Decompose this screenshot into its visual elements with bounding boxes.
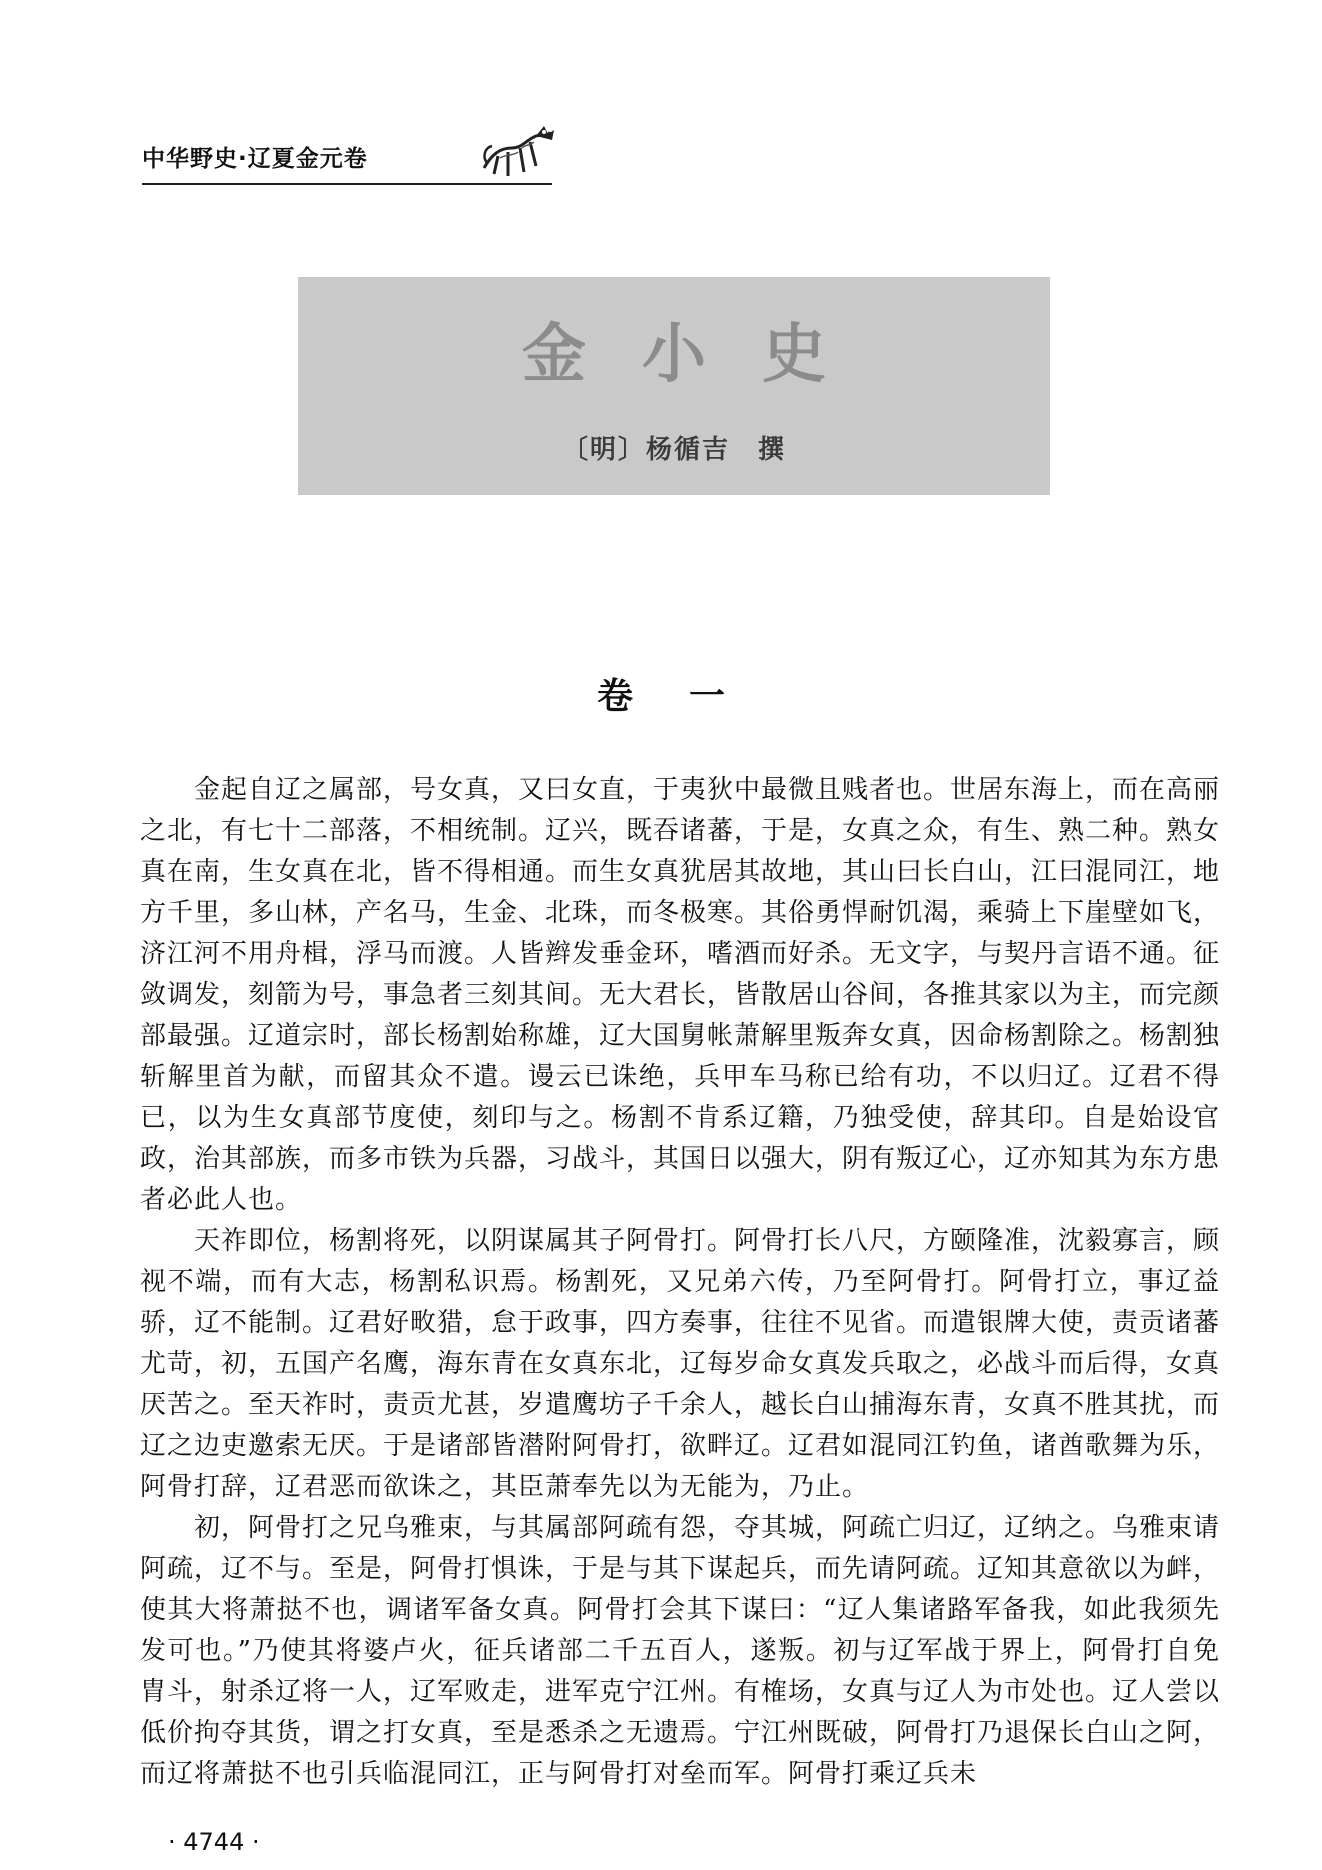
body-text — [140, 770, 1220, 1795]
volume-heading: 卷一 — [596, 676, 781, 717]
running-head-title: 中华野史·辽夏金元卷 — [142, 146, 368, 172]
author-line: 〔明〕杨循吉 撰 — [561, 435, 786, 465]
paragraph: 金起自辽之属部，号女真，又曰女直，于夷狄中最微且贱者也。世居东海上，而在高丽之北，有七十二部落，不相统制。辽兴，既吞诸蕃，于是，女真之众，有生、熟二种。熟女真在南，生女真在北，皆不得相通。而生女真犹居其故地，其山曰长白山，江曰混同江，地方千里，多山林，产名马，生金、北珠，而冬极寒。其俗勇悍耐饥渴，乘骑上下崖壁如飞，济江河不用舟楫，浮马而渡。人皆辫发垂金环，嗜酒而好杀。无文字，与契丹言语不通。征敛调发，刻箭为号，事急者三刻其间。无大君长，皆散居山谷间，各推其家以为主，而完颜部最强。辽道宗时，部长杨割始称雄，辽大国舅帐萧解里叛奔女真，因命杨割除之。杨割独斩解里首为献，而留其众不遣。谩云已诛绝，兵甲车马称已给有功，不以归辽。辽君不得已，以为生女真部节度使，刻印与之。杨割不肯系辽籍，乃独受使，辞其印。自是始设官政，治其部族，而多市铁为兵器，习战斗，其国日以强大，阴有叛辽心，辽亦知其为东方患者必此人也。 — [140, 775, 1221, 1215]
dragon-ornament-icon — [478, 118, 558, 184]
page-number: · 4744 · — [168, 1828, 260, 1856]
book-title: 金小史 — [522, 318, 882, 392]
paragraph: 天祚即位，杨割将死，以阴谋属其子阿骨打。阿骨打长八尺，方颐隆准，沈毅寡言，顾视不端，而有大志，杨割私识焉。杨割死，又兄弟六传，乃至阿骨打。阿骨打立，事辽益骄，辽不能制。辽君好畋猎，怠于政事，四方奏事，往往不见省。而遣银牌大使，责贡诸蕃尤苛，初，五国产名鹰，海东青在女真东北，辽每岁命女真发兵取之，必战斗而后得，女真厌苦之。至天祚时，责贡尤甚，岁遣鹰坊子千余人，越长白山捕海东青，女真不胜其扰，而辽之边吏邀索无厌。于是诸部皆潜附阿骨打，欲畔辽。辽君如混同江钓鱼，诸酋歌舞为乐，阿骨打辞，辽君恶而欲诛之，其臣萧奉先以为无能为，乃止。 — [140, 1226, 1221, 1502]
title-block — [298, 277, 1050, 495]
paragraph: 初，阿骨打之兄乌雅束，与其属部阿疏有怨，夺其城，阿疏亡归辽，辽纳之。乌雅束请阿疏，辽不与。至是，阿骨打惧诛，于是与其下谋起兵，而先请阿疏。辽知其意欲以为衅，使其大将萧挞不也，调诸军备女真。阿骨打会其下谋曰：“辽人集诸路军备我，如此我须先发可也。”乃使其将婆卢火，征兵诸部二千五百人，遂叛。初与辽军战于界上，阿骨打自免胄斗，射杀辽将一人，辽军败走，进军克宁江州。有榷场，女真与辽人为市处也。辽人尝以低价拘夺其货，谓之打女真，至是悉杀之无遗焉。宁江州既破，阿骨打乃退保长白山之阿，而辽将萧挞不也引兵临混同江，正与阿骨打对垒而军。阿骨打乘辽兵未 — [140, 1513, 1221, 1789]
